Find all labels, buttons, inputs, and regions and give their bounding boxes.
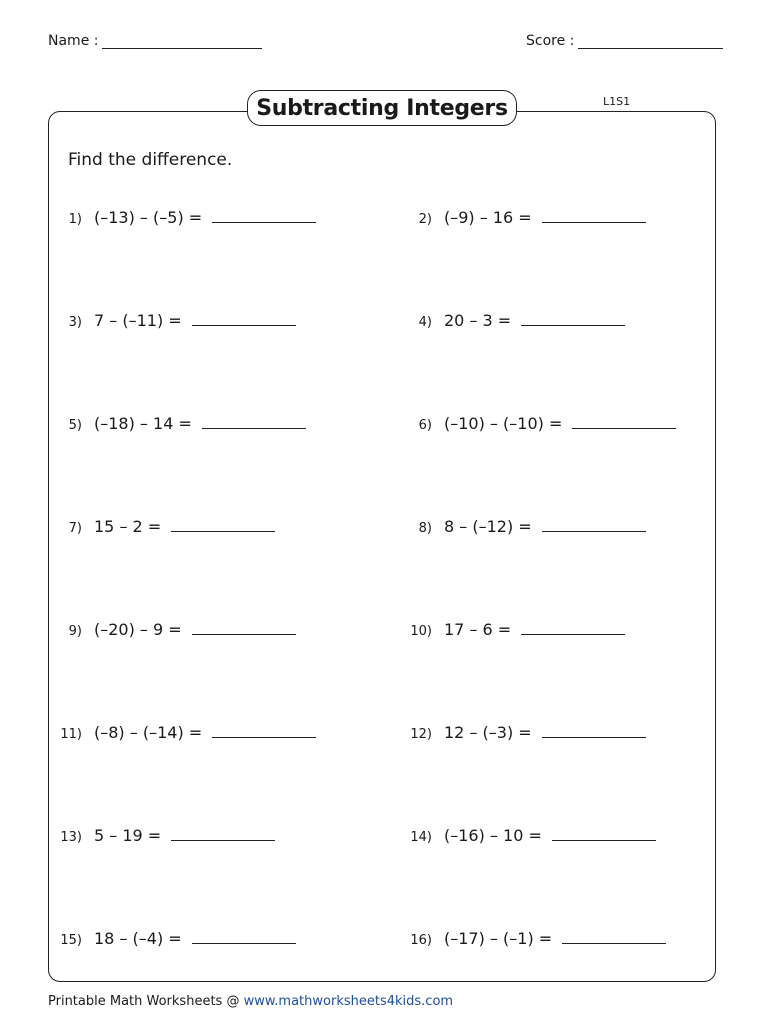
problem-number: 7): [68, 521, 82, 536]
answer-blank[interactable]: [171, 828, 275, 841]
answer-blank[interactable]: [212, 210, 316, 223]
problem-item: [50, 929, 296, 948]
problem-number: 4): [418, 315, 432, 330]
problem-number: 6): [418, 418, 432, 433]
problem-number: 16): [410, 933, 432, 948]
footer-text: Printable Math Worksheets @: [48, 994, 240, 1009]
problem-item: [50, 620, 296, 639]
problem-expression: (–13) – (–5) =: [94, 208, 203, 227]
answer-blank[interactable]: [171, 519, 275, 532]
answer-blank[interactable]: [542, 519, 646, 532]
problem-number: 8): [418, 521, 432, 536]
problem-number: 3): [68, 315, 82, 330]
problem-item: [50, 826, 275, 845]
score-label: Score :: [526, 33, 575, 49]
problem-expression: (–8) – (–14) =: [94, 723, 203, 742]
problem-item: [400, 517, 646, 536]
footer: [48, 994, 453, 1009]
answer-blank[interactable]: [521, 622, 625, 635]
problem-item: [400, 414, 676, 433]
problem-number: 1): [68, 212, 82, 227]
answer-blank[interactable]: [562, 931, 666, 944]
problem-item: [400, 208, 646, 227]
problem-expression: 15 – 2 =: [94, 517, 162, 536]
problem-item: [400, 826, 656, 845]
answer-blank[interactable]: [192, 622, 296, 635]
answer-blank[interactable]: [192, 313, 296, 326]
problem-item: [400, 723, 646, 742]
problem-number: 11): [60, 727, 82, 742]
answer-blank[interactable]: [521, 313, 625, 326]
problem-expression: 20 – 3 =: [444, 311, 512, 330]
problem-item: [400, 620, 625, 639]
problem-number: 15): [60, 933, 82, 948]
problem-expression: (–20) – 9 =: [94, 620, 182, 639]
name-label: Name :: [48, 33, 99, 49]
problem-expression: 8 – (–12) =: [444, 517, 532, 536]
problem-number: 9): [68, 624, 82, 639]
footer-link[interactable]: www.mathworksheets4kids.com: [243, 994, 454, 1009]
problem-expression: 7 – (–11) =: [94, 311, 182, 330]
problem-expression: 5 – 19 =: [94, 826, 162, 845]
problem-number: 14): [410, 830, 432, 845]
problem-number: 13): [60, 830, 82, 845]
answer-blank[interactable]: [212, 725, 316, 738]
problem-expression: 12 – (–3) =: [444, 723, 532, 742]
problem-expression: (–16) – 10 =: [444, 826, 542, 845]
problem-item: [50, 414, 306, 433]
worksheet-title: Subtracting Integers: [247, 90, 517, 126]
name-blank[interactable]: [102, 33, 262, 49]
answer-blank[interactable]: [542, 725, 646, 738]
problem-number: 5): [68, 418, 82, 433]
problem-number: 2): [418, 212, 432, 227]
answer-blank[interactable]: [572, 416, 676, 429]
problem-item: [50, 517, 275, 536]
answer-blank[interactable]: [542, 210, 646, 223]
problem-item: [50, 208, 316, 227]
problem-expression: 17 – 6 =: [444, 620, 512, 639]
worksheet-frame: [48, 111, 716, 982]
instructions: Find the difference.: [68, 150, 233, 170]
problem-number: 10): [410, 624, 432, 639]
problem-expression: (–17) – (–1) =: [444, 929, 553, 948]
problem-expression: (–10) – (–10) =: [444, 414, 563, 433]
problem-number: 12): [410, 727, 432, 742]
score-blank[interactable]: [578, 33, 723, 49]
name-field[interactable]: [48, 33, 262, 49]
problem-expression: 18 – (–4) =: [94, 929, 182, 948]
problem-item: [400, 311, 625, 330]
problem-expression: (–9) – 16 =: [444, 208, 532, 227]
problem-item: [50, 723, 316, 742]
answer-blank[interactable]: [202, 416, 306, 429]
problem-item: [400, 929, 666, 948]
problem-item: [50, 311, 296, 330]
worksheet-code: L1S1: [603, 95, 631, 108]
answer-blank[interactable]: [552, 828, 656, 841]
score-field[interactable]: [526, 33, 723, 49]
answer-blank[interactable]: [192, 931, 296, 944]
problem-expression: (–18) – 14 =: [94, 414, 192, 433]
